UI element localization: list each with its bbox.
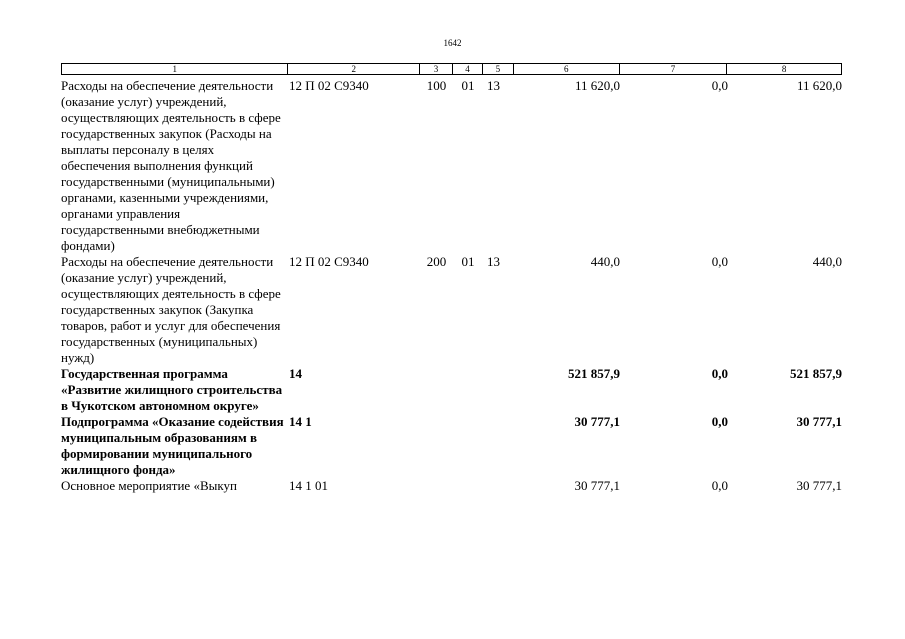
table-row — [61, 478, 842, 494]
row-name: Расходы на обеспечение деятельности (оказание услуг) учреждений, осуществляющих деятельность в сфере государственных закупок (Закупка товаров, работ и услуг для обеспечения государственных (муниципальных) нужд) — [61, 254, 281, 365]
row-total: 30 777,1 — [796, 414, 842, 429]
row-name: Государственная программа «Развитие жилищного строительства в Чукотском автономном округе» — [61, 366, 283, 413]
row-total: 11 620,0 — [796, 78, 842, 93]
row-total: 521 857,9 — [790, 366, 842, 381]
row-code: 14 1 — [289, 414, 312, 429]
row-name: Основное мероприятие «Выкуп — [61, 478, 237, 493]
header-col-4: 4 — [453, 64, 483, 74]
row-pr — [483, 478, 514, 494]
row-sum: 11 620,0 — [574, 78, 620, 93]
row-vr — [420, 478, 453, 494]
row-vr: 200 — [426, 254, 447, 269]
row-pr: 13 — [487, 254, 500, 269]
table-row — [61, 78, 842, 254]
row-name: Подпрограмма «Оказание содействия муниципальным образованиям в формировании муниципального жилищного фонда» — [61, 414, 284, 477]
budget-table-body — [61, 78, 842, 494]
header-col-6: 6 — [514, 64, 620, 74]
row-pr — [483, 414, 514, 478]
row-change: 0,0 — [711, 254, 728, 269]
row-change: 0,0 — [711, 414, 728, 429]
row-vr: 100 — [426, 78, 447, 93]
row-change: 0,0 — [711, 78, 728, 93]
header-col-7: 7 — [620, 64, 728, 74]
row-total: 440,0 — [812, 254, 842, 269]
row-code: 14 1 01 — [289, 478, 328, 493]
table-row — [61, 414, 842, 478]
table-row — [61, 366, 842, 414]
header-col-8: 8 — [781, 64, 787, 74]
row-vr — [420, 366, 453, 414]
row-pr: 13 — [487, 78, 500, 93]
row-code: 14 — [289, 366, 302, 381]
table-row — [61, 254, 842, 366]
row-pr — [483, 366, 514, 414]
table-header — [61, 63, 842, 75]
row-rz — [453, 478, 483, 494]
row-total: 30 777,1 — [796, 478, 842, 493]
row-change: 0,0 — [711, 366, 728, 381]
row-sum: 30 777,1 — [574, 478, 620, 493]
row-vr — [420, 414, 453, 478]
row-rz — [453, 414, 483, 478]
row-rz: 01 — [461, 78, 475, 93]
row-sum: 30 777,1 — [574, 414, 620, 429]
row-sum: 521 857,9 — [568, 366, 620, 381]
header-col-3: 3 — [420, 64, 453, 74]
row-code: 12 П 02 С9340 — [289, 254, 369, 269]
row-code: 12 П 02 С9340 — [289, 78, 369, 93]
row-change: 0,0 — [711, 478, 728, 493]
row-rz: 01 — [461, 254, 475, 269]
header-col-2: 2 — [288, 64, 420, 74]
header-col-1: 1 — [62, 64, 288, 74]
row-name: Расходы на обеспечение деятельности (оказание услуг) учреждений, осуществляющих деятельность в сфере государственных закупок (Расходы на выплаты персоналу в целях обеспечения выполнения функций государственными (муниципальными) органами, казенными учреждениями, органами управления государственными внебюджетными фондами) — [61, 78, 281, 253]
row-sum: 440,0 — [590, 254, 620, 269]
page-number: 1642 — [443, 38, 462, 48]
header-col-5: 5 — [483, 64, 514, 74]
row-rz — [453, 366, 483, 414]
